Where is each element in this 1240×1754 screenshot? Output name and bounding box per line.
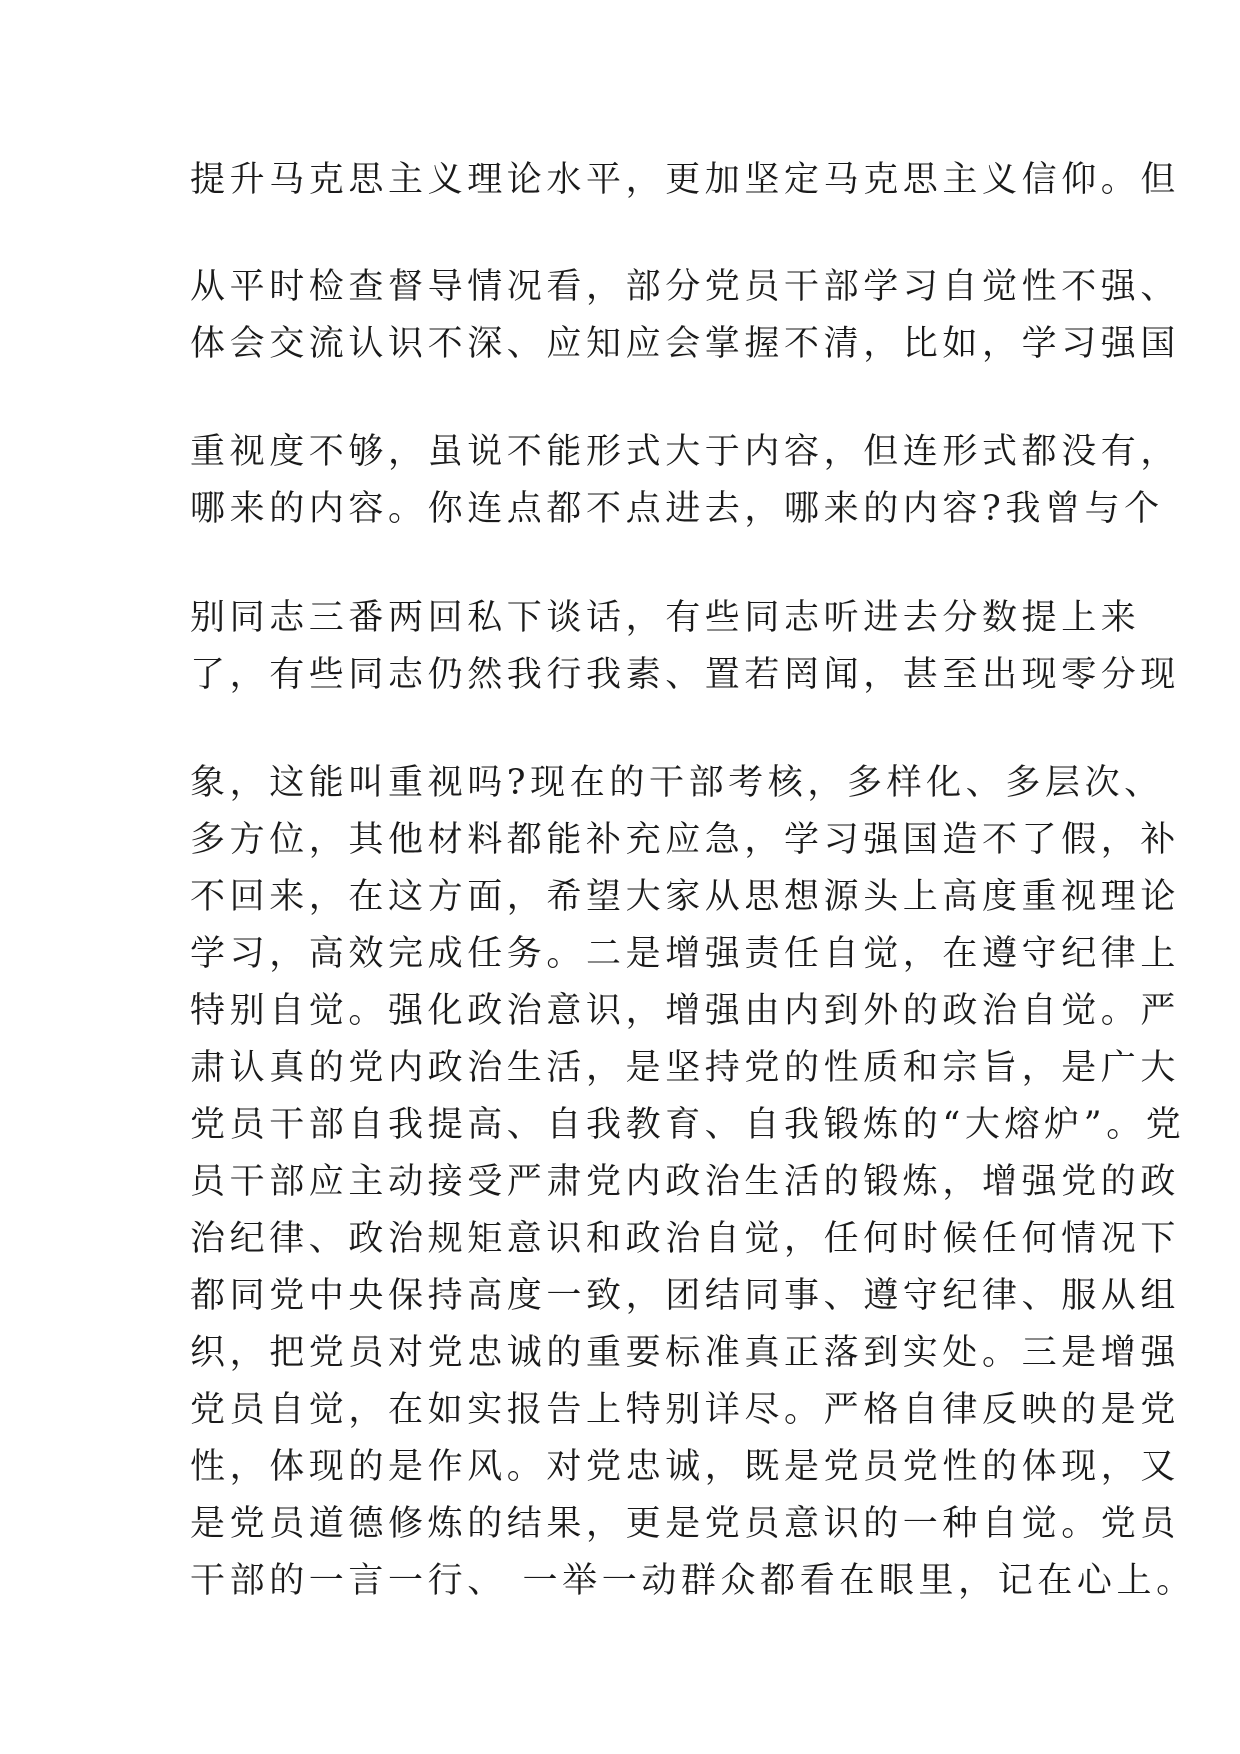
- body-text-line: 从平时检查督导情况看，部分党员干部学习自觉性不强、: [190, 267, 1181, 307]
- body-text-line: 是党员道德修炼的结果，更是党员意识的一种自觉。党员: [190, 1504, 1181, 1544]
- body-text-line: 治纪律、政治规矩意识和政治自觉，任何时候任何情况下: [190, 1219, 1181, 1259]
- body-text-line: 党员干部自我提高、自我教育、自我锻炼的“大熔炉”。党: [190, 1105, 1186, 1145]
- body-text-line: 不回来，在这方面，希望大家从思想源头上高度重视理论: [190, 877, 1181, 917]
- body-text-line: 党员自觉，在如实报告上特别详尽。严格自律反映的是党: [190, 1390, 1181, 1430]
- body-text-line: 多方位，其他材料都能补充应急，学习强国造不了假，补: [190, 820, 1181, 860]
- body-text-line: 别同志三番两回私下谈话，有些同志听进去分数提上来: [190, 598, 1141, 638]
- body-text-line: 了，有些同志仍然我行我素、置若罔闻，甚至出现零分现: [190, 655, 1181, 695]
- body-text-line: 干部的一言一行、 一举一动群众都看在眼里，记在心上。: [190, 1561, 1196, 1601]
- body-text-line: 特别自觉。强化政治意识，增强由内到外的政治自觉。严: [190, 991, 1181, 1031]
- body-text-line: 象，这能叫重视吗?现在的干部考核，多样化、多层次、: [190, 763, 1164, 803]
- body-text-line: 学习，高效完成任务。二是增强责任自觉，在遵守纪律上: [190, 934, 1181, 974]
- body-text-line: 体会交流认识不深、应知应会掌握不清，比如，学习强国: [190, 324, 1181, 364]
- body-text-line: 性，体现的是作风。对党忠诚，既是党员党性的体现，又: [190, 1447, 1181, 1487]
- body-text-line: 员干部应主动接受严肃党内政治生活的锻炼，增强党的政: [190, 1162, 1181, 1202]
- body-text-line: 织，把党员对党忠诚的重要标准真正落到实处。三是增强: [190, 1333, 1181, 1373]
- body-text-line: 哪来的内容。你连点都不点进去，哪来的内容?我曾与个: [190, 489, 1164, 529]
- body-text-line: 重视度不够，虽说不能形式大于内容，但连形式都没有，: [190, 432, 1181, 472]
- body-text-line: 提升马克思主义理论水平，更加坚定马克思主义信仰。但: [190, 160, 1181, 200]
- body-text-line: 肃认真的党内政治生活，是坚持党的性质和宗旨，是广大: [190, 1048, 1181, 1088]
- body-text-line: 都同党中央保持高度一致，团结同事、遵守纪律、服从组: [190, 1276, 1181, 1316]
